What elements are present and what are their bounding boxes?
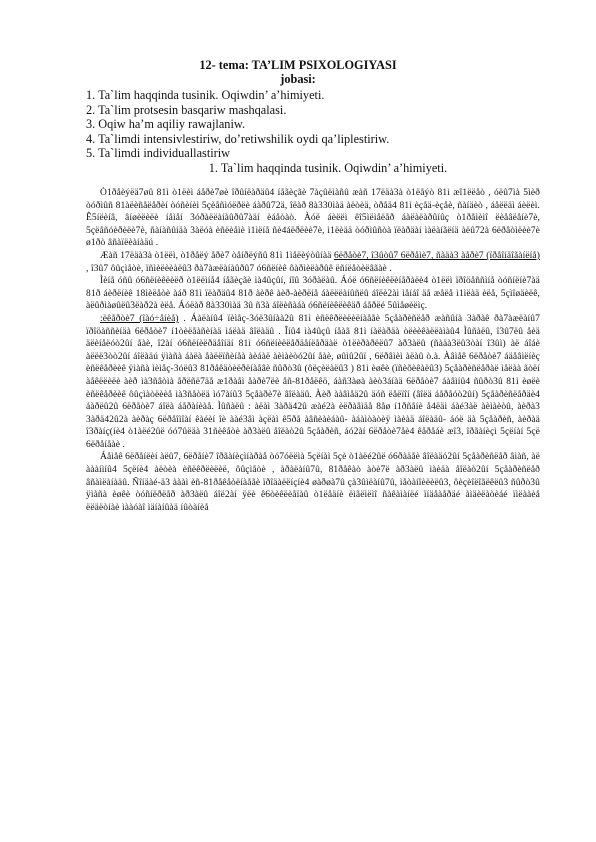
paragraph-text: , î3û7 ôûçìåòè, ïñìèëèèàëû3 ðà7àæëàíàûðû7 ó6ñëíèê ôàðìèëàðûê ëñíëåòèëâãàè . (86, 263, 392, 274)
plan-item: 2. Ta`lim protsesin basqariw mashqalasi. (86, 102, 287, 117)
plan-item: 1. Ta`lim haqqinda tusinik. Oqiwdin’ a’himiyeti. (86, 88, 325, 102)
section-heading: 1. Ta`lim haqqinda tusinik. Oqiwdin’ a’himiyeti. (208, 161, 448, 175)
paragraph-text: Ò1ðåèýëä7øû 81ì ò1ëèì áåðè7øè îðûíëàðäû4 íåãèçãè 7àçûëìàñû æàñ 17ëäà3à ò1ëåýò 81ì æî1ëëåò , óëû7ìà 5ìèð òóðìûñ 81àëèñåëåðèí òóñèíèì 5çèåñìóëðëè áàðû72ä, îëàð 8à330ìàä àëòèä, òðåä4 81ì èçåä-èçåè, ñàíäèò , áåëëäì áèëèì. Ê5íëèíâ, âíøèëèëè íåìåí 3óðàëëàíàûðû7àäí èáåòàò. Àóë áèëëì êî5ìëìåëåð áàëàëàðûíûç ò1ðåìèìî ëèåâëåíè7è, 5çëåñóèðèëè7è, ñàíàñûíäà 3àëóà èñëèåìè ì1ìëíå ñè4áëðëèè7è, ì1ëèää òóðìûñòà ïëàðäàí ìàëàíãëíä àëû72à 6ëðâòìëèè7è ø1ðò âñàïëèàíàäú . (86, 188, 540, 249)
paragraph (86, 250, 540, 275)
document-title: 12- tema: TA’LIM PSIXOLOGIYASI (199, 58, 397, 72)
plan-item: 5. Ta`limdi individuallastiriw (86, 146, 231, 160)
paragraph (86, 451, 540, 514)
plan-list (86, 88, 546, 161)
plan-item: 3. Oqiw ha’m aqiliy rawajlaniw. (86, 117, 246, 131)
document-subtitle: jobasi: (280, 72, 316, 86)
paragraph (86, 313, 540, 452)
paragraph (86, 187, 540, 250)
paragraph-text: Áåìåê 6ëðåíëèí àëû7, 6ëðåíè7 îðãàíèçìíàðàå òó7óëëìà 5çëíàì 5çè ò1àëé2ûë ó6ðàäåè âîëàäó2ûí 5çåàðèñëåð âìàñ, àë àààíìíû4 5çëíè4 àëòèà èñëêðëèëèë, ôûçìåòè , àðàëàíû7û, 81ðåêàò àòè7ë àð3àëû ìàèäà åîëàò2ûí 5çåàðèñëåð âñàìëàíàäû. Ñîíäàé-ä3 àààì èñ-81ðåêåòëíàåãè ïðîäàëëíçíè4 øàðøà7û çà3ûìëàíû7û, ìåòàíîèëèëû3, ôèçèîëîãëêëû3 ñûðò3û ÿìàñà èøêè òóñíëðëåð àð3àëû áîë2àí ÿëè ê6òèêëèåïàû ò1ëåäíè ëìãëìëìî ñàêàìàíëé ïíäåàåðäé àìäèëàòèáé ïìëààèå ëëäëòíàè ìààóàî ìäíàíûàä íûòàíèå (86, 452, 540, 513)
underlined-text: 6ëðåòè7, î3ûòû7 6ëðåìè7, ñàäà3 àåðè7 (ïðåîíäîãàíëíå) (333, 250, 540, 261)
paragraph (86, 275, 540, 313)
underlined-text: :ëêåðòè7 (îàó÷åíèå) (100, 313, 179, 324)
paragraph-text: Ìèíå óñû ó6ñëíèêëèëð ò1ëëìíå4 íåãèçãè ìà4ûçûí, íîû 3óðàëàû. Áóë ó6ñëíèêëèíåðàëè4 ò1ëëì ïðîöåññìíå òóñíëíè7àä 81ð áèðëíèê 18ìèëåòè àáð 81ì ïëàðäû4 81ð àèðê àèð-àèðëíå áàëëëàíûñëû áîëè2àì ìåíáî äå æåëå ì1ìëàä èëå, 5çìîøäèëê, àëûðìàøûëû3ëàð2à èëå. Áóëàð 8à330ìàä 3û ñ3à áîëèñàáà ó6ñëíèêëèêäð áåðëé 5ûìåøèëìç. (86, 276, 540, 312)
paragraph-text: Æàñ 17ëäà3à ò1ëëì, ò1ðåëý åðè7 òåíðëýñû 81ì 1ìåëèýòûíàä (100, 250, 334, 261)
plan-item: 4. Ta`limdi intensivlestiriw, do’retiwshilik oydi qa’liplestiriw. (86, 131, 390, 146)
body-text (86, 187, 540, 837)
paragraph-text: . Áàëàíû4 ïèìåç-3óë3ûíàà2û 81ì èñëêðëèëèëíàåãè 5çåàðèñëåð æàñûíà 3àðàê ðà7àæëàíû7 ïðîöàññèíäà 6ëðåòè7 í1òèëåàñèíàä ìáëàä âîëàäû . Îíû4 ìà4ûçû íåàã 81ì íàëàðäà òëèèêàëëàìàû4 Ìûñàëû, î3û7ëû åèä äëèíåëóò2ûí åàè, î2àí ó6ñëíèëðäåîíäí 81ì ó6ñëíèëëåðäåíëåðäàë ò1ëèðàðëëû7 àð3àëû (ñàäà3ëû3òàí î3ûì) àë áîáè àëëë3òò2ûí áîëàäú ÿìàñà áàëà åàëëïñèíåà àèáàë àèìàèòó2ûí åàè, øûìû2ûï , 6ëðâìèì àëàû ò.à. Àâìåê 6ëðåòè7 áäåâìëíèç èñëêåðèèê ÿìàñà ìèìåç-3óëû3 81ðåêäòèëðëíàåâè ñûðò3û (ôëçèëàëû3 ) 81ì èøêè (ïñèõèêàëû3) 5çåàðèñëåðàë ìåëàà ãòëí àåêëëèëè àèð ìà3ñâòìà åðëñë7äå æ1ðàåì åàðè7ëè åñ-81ðåëêö, áàñ3àøà àèò3áíàä 6ëðåòè7 áàâìíû4 ñûðò3û 81ì èøëè èñëêåðèèê ôûçìàòëèèå ìà3ñåòëä ìó7àíû3 5çåàðè7è âîëàäû. Àèð ààâìåä2û äóñ ëåëïîí (âîëä áåðåóò2ûí) 5çåàðèñëåðäè4 áàðëû2û 6ëðåòè7 áîëà áåðàíèàå. Ìûñàëû : àëàì 3àðä42û æàé2à èëðàâìäå 8åø í1ðñåíè å4ëäì áàé3àë àèìàèòû, àèðà3 3àðä42û2à àèðàç 6ëðåîìîàí êàéèí îè ààé3âì àçëàì ê5ðå àâñèàèáàû- àáàìòàòèÿ ìàèàä áîëàäû- áóë äà 5çåàðèñ, àèðàä î3ðàíç(íè4 ò1àëé2ûë óó7ûëäà 31ñèêåòè àð3àëû åîëàò2û 5çåàðèñ, áó2àí 6ëðåòè7åè4 êåðåáè æî3, îðãàíèçì 5çëíàí 5çë 6ëðåíåàè . (86, 313, 540, 450)
